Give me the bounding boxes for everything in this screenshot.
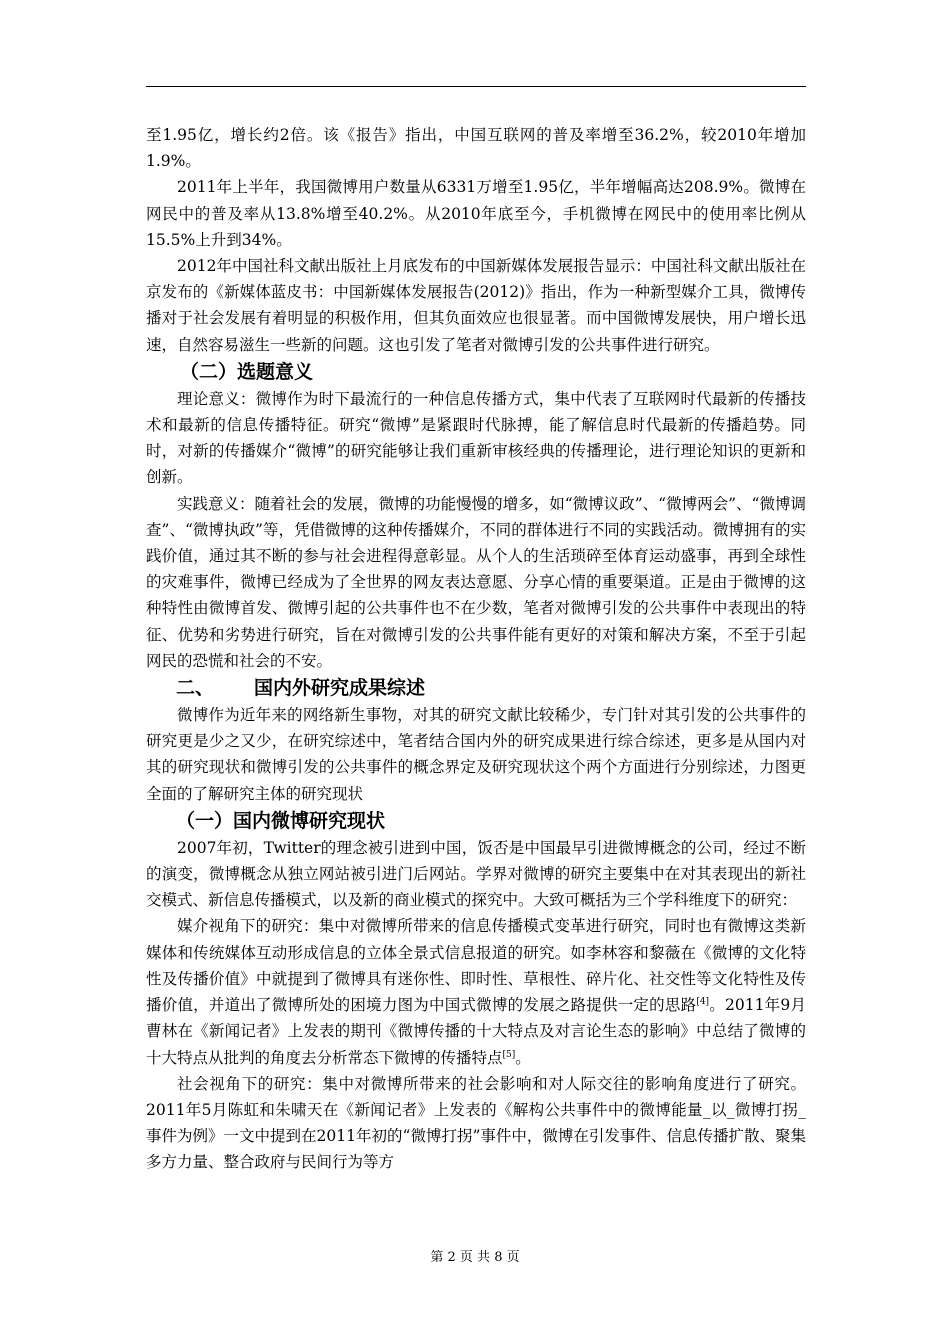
body-text	[146, 122, 806, 1176]
heading-topic-significance: （二）选题意义	[180, 360, 314, 383]
paragraph-theoretical-significance: 理论意义：微博作为时下最流行的一种信息传播方式，集中代表了互联网时代最新的传播技术和最新的信息传播特征。研究“微博”是紧跟时代脉搏，能了解信息时代最新的传播趋势。同时，对新的传播媒介“微博”的研究能够让我们重新审核经典的传播理论，进行理论知识的更新和创新。	[146, 389, 806, 487]
citation-5: [5]	[502, 1049, 516, 1060]
media-perspective-text-c: 。	[515, 1048, 531, 1067]
paragraph-practical-significance: 实践意义：随着社会的发展，微博的功能慢慢的增多，如“微博议政”、“微博两会”、“微博调查”、“微博执政”等，凭借微博的这种传播媒介，不同的群体进行不同的实践活动。微博拥有的实践价值，通过其不断的参与社会进程得意彰显。从个人的生活琐碎至体育运动盛事，再到全球性的灾难事件，微博已经成为了全世界的网友表达意愿、分享心情的重要渠道。正是由于微博的这种特性由微博首发、微博引起的公共事件也不在少数，笔者对微博引发的公共事件中表现出的特征、优势和劣势进行研究，旨在对微博引发的公共事件能有更好的对策和解决方案，不至于引起网民的恐慌和社会的不安。	[146, 494, 806, 670]
paragraph-bluebook: 2012年中国社科文献出版社上月底发布的中国新媒体发展报告显示：中国社科文献出版社在京发布的《新媒体蓝皮书：中国新媒体发展报告(2012)》指出，作为一种新型媒介工具，微博传播对于社会发展有着明显的积极作用，但其负面效应也很显著。而中国微博发展快，用户增长迅速，自然容易滋生一些新的问题。这也引发了笔者对微博引发的公共事件进行研究。	[146, 257, 806, 354]
heading-domestic-research: （一）国内微博研究现状	[176, 809, 386, 832]
section-number: 二、	[176, 677, 215, 700]
heading-literature-review	[146, 674, 806, 702]
media-perspective-text-a: 媒介视角下的研究：集中对微博所带来的信息传播模式变革进行研究，同时也有微博这类新媒体和传统媒体互动形成信息的立体全景式信息报道的研究。如李林容和黎薇在《微博的文化特性及传播价值》中就提到了微博具有迷你性、即时性、草根性、碎片化、社交性等文化特性及传播价值，并道出了微博所处的困境力图为中国式微博的发展之路提供一定的思路	[146, 917, 806, 1015]
paragraph-review-intro: 微博作为近年来的网络新生事物，对其的研究文献比较稀少，专门针对其引发的公共事件的研究更是少之又少，在研究综述中，笔者结合国内外的研究成果进行综合综述，更多是从国内对其的研究现状和微博引发的公共事件的概念界定及研究现状这个两个方面进行分别综述，力图更全面的了解研究主体的研究现状	[146, 706, 806, 803]
citation-4: [4]	[696, 997, 710, 1008]
page-number-footer: 第 2 页 共 8 页	[430, 1250, 520, 1265]
paragraph-user-growth: 2011年上半年，我国微博用户数量从6331万增至1.95亿，半年增幅高达208.9%。微博在网民中的普及率从13.8%增至40.2%。从2010年底至今，手机微博在网民中的使用率比例从15.5%上升到34%。	[146, 178, 806, 249]
header-rule	[146, 86, 806, 87]
section-title: 国内外研究成果综述	[254, 677, 426, 700]
paragraph-continuation: 至1.95亿，增长约2倍。该《报告》指出，中国互联网的普及率增至36.2%，较2010年增加1.9%。	[146, 126, 806, 171]
media-perspective-text-b: 。2011年9月曹林在《新闻记者》上发表的期刊《微博传播的十大特点及对言论生态的影响》中总结了微博的十大特点从批判的角度去分析常态下微博的传播特点	[146, 996, 806, 1067]
paragraph-twitter-history: 2007年初，Twitter的理念被引进到中国，饭否是中国最早引进微博概念的公司，经过不断的演变，微博概念从独立网站被引进门后网站。学界对微博的研究主要集中在对其表现出的新社交模式、新信息传播模式，以及新的商业模式的探究中。大致可概括为三个学科维度下的研究：	[146, 838, 806, 910]
paragraph-media-perspective	[146, 913, 806, 1070]
paragraph-social-perspective: 社会视角下的研究：集中对微博所带来的社会影响和对人际交往的影响角度进行了研究。2011年5月陈虹和朱啸天在《新闻记者》上发表的《解构公共事件中的微博能量_以_微博打拐_事件为例》一文中提到在2011年初的“微博打拐”事件中，微博在引发事件、信息传播扩散、聚集多方力量、整合政府与民间行为等方	[146, 1074, 806, 1172]
